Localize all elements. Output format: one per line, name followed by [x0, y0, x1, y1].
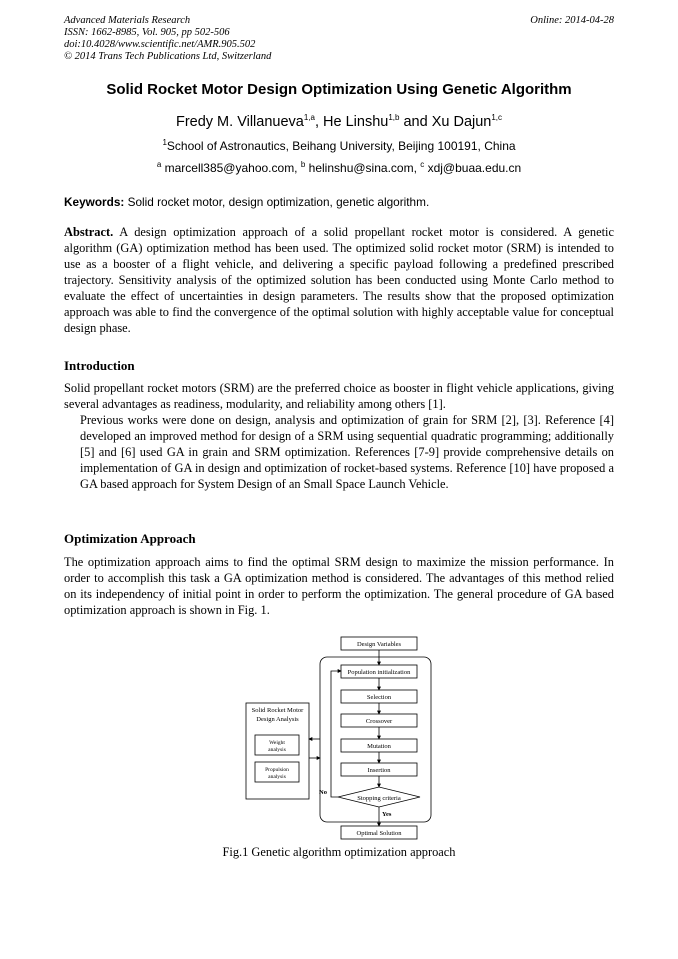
author-name: He Linshu — [323, 114, 389, 130]
author-sup: 1,b — [388, 113, 400, 123]
propulsion-label-line-1: Propulsion — [265, 767, 289, 773]
mutation-label: Mutation — [367, 743, 391, 750]
intro-paragraph-2: Previous works were done on design, analysis and optimization of grain for SRM [2], [3]. Reference [4] developed an improved method for design of a SRM using sequential quadratic programming; additionally [5] and [6] used GA in grain and SRM optimization. References [7-9] provide comprehensive details on implementation of GA in design and optimization of rocket-based systems. Reference [10] have proposed a GA based approach for System Design of an Small Space Launch Vehicle. — [80, 413, 614, 491]
affiliation-text: School of Astronautics, Beihang University, Beijing 100191, China — [166, 139, 516, 153]
optimization-paragraph: The optimization approach aims to find the optimal SRM design to maximize the mission performance. In order to accomplish this task a GA optimization method is considered. The advantages of this method relied on its independency of initial point in order to perform the optimization. The general procedure of GA based optimization approach is shown in Fig. 1. — [64, 555, 614, 617]
keywords-text: Solid rocket motor, design optimization, genetic algorithm. — [127, 195, 430, 209]
email-link[interactable]: helinshu@sina.com, — [308, 161, 417, 175]
weight-label-line-2: analysis — [268, 747, 286, 753]
population-init-label: Population initialization — [347, 669, 411, 676]
abstract-text: A design optimization approach of a solid propellant rocket motor is considered. A genetic algorithm (GA) optimization method has been used. The optimized solid rocket motor (SRM) is intended to use as a booster of a flight vehicle, and delivering a specific payload following a predefined prescribed trajectory. Sensitivity analysis of the optimized solution has been conducted using Monte Carlo method to evaluate the effect of uncertainties in design parameters. The results show that the proposed optimization approach was able to find the convergence of the optimal solution with highly acceptable value for conceptual design phase. — [64, 225, 614, 335]
selection-label: Selection — [366, 694, 392, 701]
author-separator: , — [314, 114, 324, 130]
design-variables-label: Design Variables — [356, 641, 402, 648]
srm-title-line-1: Solid Rocket Motor — [251, 707, 304, 714]
intro-paragraph-1: Solid propellant rocket motors (SRM) are the preferred choice as booster in flight vehicle applications, giving several advantages as readiness, modularity, and reliability among others [1]. — [64, 381, 614, 411]
author-name: Fredy M. Villanueva — [175, 114, 304, 130]
crossover-label: Crossover — [365, 718, 393, 725]
affiliation-sup: 1 — [162, 138, 167, 147]
introduction-heading: Introduction — [64, 358, 135, 373]
weight-label-line-1: Weight — [269, 740, 285, 746]
issn-line: ISSN: 1662-8985, Vol. 905, pp 502-506 — [64, 27, 230, 38]
copyright-line: © 2014 Trans Tech Publications Ltd, Switzerland — [64, 51, 272, 62]
srm-title-line-2: Design Analysis — [256, 716, 299, 723]
keywords-label: Keywords: — [64, 195, 125, 209]
paper-title: Solid Rocket Motor Design Optimization Using Genetic Algorithm — [106, 81, 572, 98]
figure-caption: Fig.1 Genetic algorithm optimization approach — [222, 845, 456, 859]
propulsion-label-line-2: analysis — [268, 774, 286, 780]
email-sup: a — [156, 160, 162, 169]
optimization-heading: Optimization Approach — [64, 531, 196, 546]
email-link[interactable]: marcell385@yahoo.com, — [164, 161, 298, 175]
no-loop-arrow — [331, 671, 341, 797]
yes-label: Yes — [382, 811, 392, 818]
email-sup: c — [420, 160, 425, 169]
online-date: Online: 2014-04-28 — [530, 15, 614, 26]
stopping-criteria-label: Stopping criteria — [357, 795, 401, 802]
optimal-solution-label: Optimal Solution — [356, 830, 402, 837]
author-name: Xu Dajun — [431, 114, 492, 130]
doi-line: doi:10.4028/www.scientific.net/AMR.905.502 — [64, 39, 256, 50]
author-sup: 1,c — [491, 113, 503, 123]
email-link[interactable]: xdj@buaa.edu.cn — [427, 161, 522, 175]
no-label: No — [319, 789, 327, 796]
author-and: and — [399, 114, 432, 130]
journal-name: Advanced Materials Research — [64, 15, 191, 26]
insertion-label: Insertion — [367, 767, 391, 774]
author-sup: 1,a — [303, 113, 315, 123]
abstract-label: Abstract. — [64, 225, 114, 239]
email-sup: b — [300, 160, 306, 169]
